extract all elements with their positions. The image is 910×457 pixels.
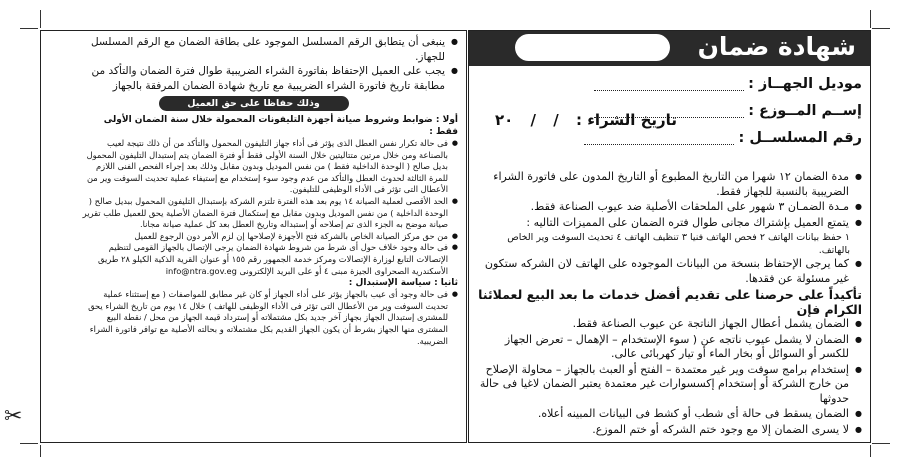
model-line	[594, 78, 744, 91]
crop-mark	[870, 445, 871, 457]
purchase-date-field[interactable]	[489, 111, 683, 129]
list-item: ● لا يسرى الضمان إلا مع وجود ختم الشركه أو ختم الموزع.	[475, 423, 862, 438]
list-item: ● فى حالة تكرار نفس العطل الذى يؤثر فى أداء جهاز التليفون المحمول والتأكد من أن ذلك نتيجة لعيب بالصناعة ومن خلال مرتين متتاليتين خلال السنة الأولى فقط أو فترة الضمان يتم إستبدال التليفون المحمول بديل صالح ( الوحدة الداخلية فقط ) من نفس الموديل وبدون مقابل وذلك بعد إجراء الفحص الفنى اللازم للمرة الثالثة لحدوث العطل والتأكد من عدم وجود سوء إستخدام مع إستيفاء عملية تحديث السوفت وير من الأعطال التى تؤثر فى الأداء الوظيفى للتليفون.	[81, 138, 458, 196]
warranty-terms	[469, 257, 870, 286]
crop-mark	[40, 10, 41, 28]
list-item: ● يتمتع العميل بإشتراك مجانى طوال فتره الضمان على المميزات التاليه :	[475, 216, 862, 231]
model-label: موديل الجهــاز :	[748, 76, 862, 92]
list-item: ● الضمان لا يشمل عيوب ناتجه عن ( سوء الإستخدام – الإهمال – تعرض الجهاز للكسر أو السوائل أو بخار الماء أو تيار كهربائى عالى.	[475, 333, 862, 362]
list-item: ● يجب على العميل الإحتفاظ بفاتورة الشراء الضريبية طوال فترة الضمان والتأكد من مطابقة تاريخ فاتورة الشراء الضريبية مع تاريخ شهادة الضمان المرفقة بالجهاز	[81, 64, 458, 93]
list-item: ● من حق مركز الصيانة الخاص بالشركة فتح الأجهزة لإصلاحها إن لزم الأمر دون الرجوع للعميل	[81, 231, 458, 243]
date-label: تاريخ الشراء :	[575, 111, 677, 129]
model-field[interactable]	[594, 76, 862, 92]
list-item: ● الضمان يسقط فى حالة أى شطب أو كشط فى البيانات المبينه أعلاه.	[475, 407, 862, 422]
title-bar	[469, 31, 870, 66]
warranty-terms-card	[40, 30, 467, 443]
list-item: ● فى حالة وجود خلاف حول أى شرط من شروط شهادة الضمان يرجى الإتصال بالجهاز القومى لتنظيم الإتصالات التابع لوزارة الإتصالات ومركز خدمة الجمهور رقم ١٥٥ أو عنوان القرية الذكية الكيلو ٢٨ طريق الأسكندرية الصحراوى الجيزة مبنى ٤ أو على البريد الإلكترونى info@ntra.gov.eg	[81, 242, 458, 277]
date-slash: /	[553, 111, 559, 129]
top-notes	[41, 31, 466, 93]
section-heading: ثانيا : سياسة الإستبدال :	[348, 278, 458, 289]
list-item: ● الضمان يشمل أعطال الجهاز الناتجة عن عيوب الصناعة فقط.	[475, 317, 862, 332]
list-item: ● مـدة الضمـان ٣ شهور على الملحقات الأصلية ضد عيوب الصناعة فقط.	[475, 200, 862, 215]
list-item: ● كما يرجى الإحتفاظ بنسخة من البيانات الموجوده على الهاتف لان الشركه ستكون غير مسئولة عن فقدها.	[475, 257, 862, 286]
section-list	[41, 289, 466, 347]
dealer-label: إســم المــوزع :	[748, 103, 862, 119]
section-list	[41, 138, 466, 277]
serial-line	[584, 132, 734, 145]
warranty-terms	[469, 170, 870, 230]
service-heading: تأكيداً على حرصنا على تقديم أفضل خدمات ما بعد البيع لعملائنا الكرام فإن	[478, 287, 862, 317]
crop-mark	[872, 443, 890, 444]
fields-area	[469, 66, 870, 170]
crop-mark	[870, 10, 871, 28]
crop-mark	[40, 445, 41, 457]
list-item: ● ينبغى أن يتطابق الرقم المسلسل الموجود على بطاقة الضمان مع الرقم المسلسل للجهاز.	[81, 35, 458, 64]
date-year: ٢٠	[495, 111, 514, 129]
crop-mark	[872, 28, 890, 29]
date-slash: /	[530, 111, 537, 129]
section-heading: أولا : ضوابط وشروط صيانة أجهزة التليفونات المحمولة خلال سنة الضمان الأولى فقط :	[103, 115, 458, 137]
serial-label: رقم المسلســل :	[738, 130, 862, 146]
list-item: ● مدة الضمان ١٢ شهرا من التاريخ المطبوع أو التاريخ المدون على فاتورة الشراء الضريبية بالنسبة للجهاز فقط.	[475, 170, 862, 199]
stamp-box	[515, 34, 670, 61]
list-item: ● الحد الأقصى لعملية الصيانة ١٤ يوم بعد هذه الفترة تلتزم الشركة بإستبدال التليفون المحمول ببديل صالح ( الوحدة الداخلية ) من نفس الموديل وبدون مقابل مع إستكمال فترة الضمان الأصلية يحق للعميل طلب تقرير صيانة موضح به الجزء الذى تم إصلاحه أو إستبداله وتاريخ العطل بعد كل عملية صيانة مجانا.	[81, 196, 458, 231]
warranty-certificate-card	[468, 30, 871, 443]
crop-mark	[20, 28, 38, 29]
scissors-icon: ✂	[4, 404, 23, 429]
features-line: ١ حفظ بيانات الهاتف ٢ فحص الهاتف فنيا ٣ تنظيف الهاتف ٤ تحديث السوفت وير الخاص بالهاتف.	[507, 232, 850, 256]
list-item: ● إستخدام برامج سوفت وير غير معتمدة – الفتح أو العبث بالجهاز – محاولة الإصلاح من خارج الشركة أو إستخدام إكسسوارات غير معتمدة يعتبر الضمان لاغيا فى حالة حدوثها	[475, 363, 862, 407]
certificate-title: شهادة ضمان	[697, 32, 856, 61]
crop-mark	[20, 443, 38, 444]
coverage-terms	[469, 317, 870, 437]
list-item: ● فى حالة وجود أى عيب بالجهاز يؤثر على أداء الجهاز أو كان غير مطابق للمواصفات ( مع إستثناء عملية تحديث السوفت وير من الأعطال التى تؤثر فى الأداء الوظيفى للهاتف ) خلال ١٤ يوم من تاريخ الشراء يحق للمشترى إستبدال الجهاز بجهاز آخر جديد بكل مشتملاته أو إسترداد قيمة الجهاز من محل / نقطة البيع المشترى منها الجهاز بشرط أن يكون الجهاز القديم بكل مشتملاته و بحالته الأصلية مع توافر فاتورة الشراء الضريبية.	[81, 289, 458, 347]
serial-field[interactable]	[584, 130, 862, 146]
customer-rights-banner: وذلك حفاظا على حق العميل	[159, 96, 349, 111]
